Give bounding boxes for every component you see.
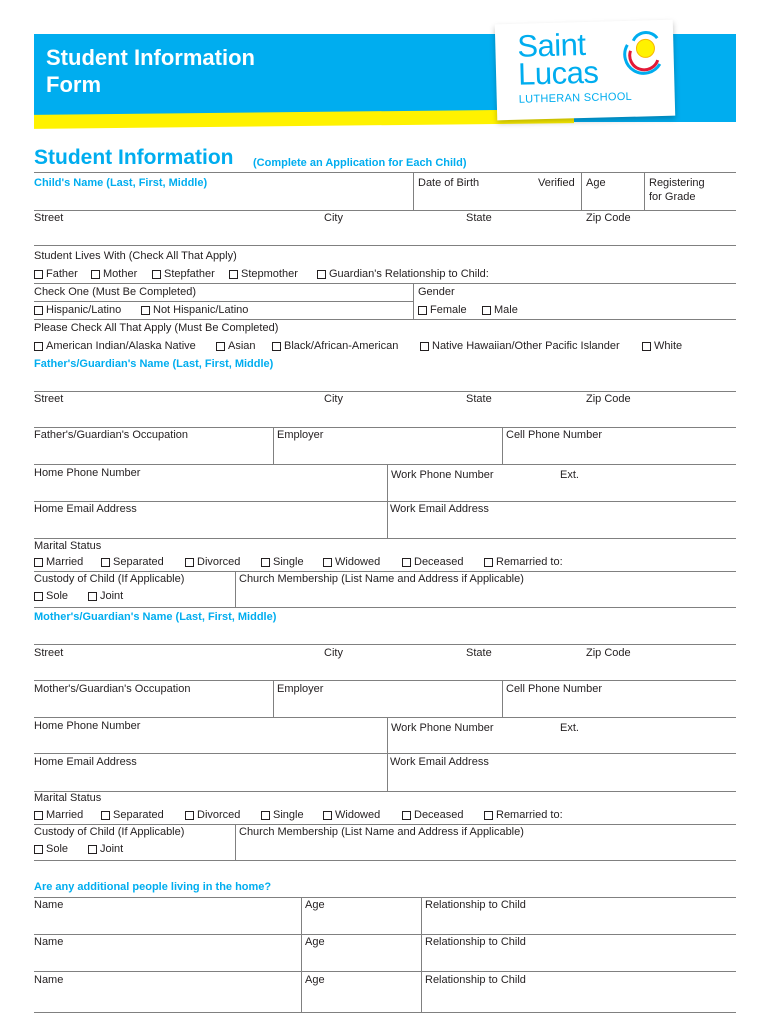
divider xyxy=(34,717,736,718)
mother-street-label: Street xyxy=(34,647,64,659)
father-employer-label: Employer xyxy=(277,429,324,441)
checkbox-box[interactable] xyxy=(261,811,270,820)
divider xyxy=(34,391,736,392)
father-home-email-label: Home Email Address xyxy=(34,503,137,515)
checkbox-box[interactable] xyxy=(642,342,651,351)
father-state-label: State xyxy=(466,393,492,405)
logo-lucas-text: Lucas xyxy=(517,54,599,92)
mother-name-heading: Mother's/Guardian's Name (Last, First, Middle) xyxy=(34,611,277,623)
divider xyxy=(34,172,736,173)
father-zip-label: Zip Code xyxy=(586,393,631,405)
registering-label-1: Registering xyxy=(649,177,705,189)
mother-widowed-label: Widowed xyxy=(335,809,381,821)
dob-label: Date of Birth xyxy=(418,177,480,189)
mother-joint-label: Joint xyxy=(100,843,124,855)
divider xyxy=(235,571,236,607)
divider xyxy=(34,607,736,608)
section-subtitle-student: (Complete an Application for Each Child) xyxy=(253,157,467,169)
additional-name-label: Name xyxy=(34,936,64,948)
father-remarried-label: Remarried to: xyxy=(496,556,563,568)
mother-married-checkbox[interactable] xyxy=(34,809,83,821)
checkbox-box[interactable] xyxy=(272,342,281,351)
divider xyxy=(34,245,736,246)
father-church-label: Church Membership (List Name and Address if Applicable) xyxy=(239,573,524,585)
divider xyxy=(34,897,736,898)
check-one-label: Check One (Must Be Completed) xyxy=(34,286,197,298)
checkbox-box[interactable] xyxy=(482,306,491,315)
hawaiian-checkbox[interactable] xyxy=(420,340,620,352)
logo-sun-icon xyxy=(621,30,666,79)
amer-indian-checkbox-label: American Indian/Alaska Native xyxy=(46,340,196,352)
checkbox-box[interactable] xyxy=(261,558,270,567)
mother-marital-label: Marital Status xyxy=(34,792,102,804)
mother-state-label: State xyxy=(466,647,492,659)
verified-label: Verified xyxy=(538,177,575,189)
divider xyxy=(34,1012,736,1013)
father-checkbox-label: Father xyxy=(46,268,78,280)
mother-work-phone-label: Work Phone Number xyxy=(391,722,494,734)
checkbox-box[interactable] xyxy=(88,845,97,854)
father-deceased-checkbox[interactable] xyxy=(402,556,464,568)
divider xyxy=(413,172,414,210)
checkbox-box[interactable] xyxy=(402,811,411,820)
divider xyxy=(34,210,736,211)
mother-custody-label: Custody of Child (If Applicable) xyxy=(34,826,185,838)
additional-age-label: Age xyxy=(305,899,325,911)
checkbox-box[interactable] xyxy=(34,845,43,854)
divider xyxy=(34,538,736,539)
divider xyxy=(34,934,736,935)
father-separated-checkbox[interactable] xyxy=(101,556,164,568)
father-city-label: City xyxy=(324,393,343,405)
form-title xyxy=(46,44,346,98)
mother-cell-label: Cell Phone Number xyxy=(506,683,602,695)
divider xyxy=(235,824,236,860)
logo-school-text: LUTHERAN SCHOOL xyxy=(518,90,633,106)
checkbox-box[interactable] xyxy=(484,558,493,567)
father-deceased-label: Deceased xyxy=(414,556,464,568)
divider xyxy=(34,501,736,502)
father-name-heading: Father's/Guardian's Name (Last, First, Middle) xyxy=(34,358,274,370)
checkbox-box[interactable] xyxy=(34,811,43,820)
mother-remarried-label: Remarried to: xyxy=(496,809,563,821)
asian-checkbox[interactable] xyxy=(216,340,256,352)
father-widowed-label: Widowed xyxy=(335,556,381,568)
stepfather-checkbox-label: Stepfather xyxy=(164,268,215,280)
checkbox-box[interactable] xyxy=(420,342,429,351)
father-separated-label: Separated xyxy=(113,556,164,568)
divider xyxy=(581,172,582,210)
divider xyxy=(502,427,503,464)
father-work-phone-label: Work Phone Number xyxy=(391,469,494,481)
asian-checkbox-label: Asian xyxy=(228,340,256,352)
gender-label: Gender xyxy=(418,286,455,298)
female-checkbox[interactable] xyxy=(418,304,467,316)
father-single-label: Single xyxy=(273,556,304,568)
father-divorced-checkbox[interactable] xyxy=(185,556,240,568)
black-checkbox-label: Black/African-American xyxy=(284,340,399,352)
mother-joint-checkbox[interactable] xyxy=(88,843,123,855)
father-sole-checkbox[interactable] xyxy=(34,590,68,602)
additional-relationship-label: Relationship to Child xyxy=(425,974,526,986)
stepmother-checkbox-label: Stepmother xyxy=(241,268,298,280)
white-checkbox[interactable] xyxy=(642,340,682,352)
checkbox-box[interactable] xyxy=(34,592,43,601)
divider xyxy=(34,571,736,572)
mother-occupation-label: Mother's/Guardian's Occupation xyxy=(34,683,191,695)
childs-name-label: Child's Name (Last, First, Middle) xyxy=(34,177,208,189)
mother-employer-label: Employer xyxy=(277,683,324,695)
black-checkbox[interactable] xyxy=(272,340,398,352)
amer-indian-checkbox[interactable] xyxy=(34,340,196,352)
additional-age-label: Age xyxy=(305,974,325,986)
checkbox-box[interactable] xyxy=(484,811,493,820)
divider xyxy=(387,717,388,791)
father-married-label: Married xyxy=(46,556,84,568)
male-checkbox[interactable] xyxy=(482,304,518,316)
logo-saint-text: Saint xyxy=(516,26,586,64)
father-checkbox[interactable] xyxy=(34,268,78,280)
mother-deceased-label: Deceased xyxy=(414,809,464,821)
checkbox-box[interactable] xyxy=(317,270,326,279)
white-checkbox-label: White xyxy=(654,340,683,352)
divider xyxy=(273,680,274,717)
stepfather-checkbox[interactable] xyxy=(152,268,215,280)
mother-married-label: Married xyxy=(46,809,84,821)
checkbox-box[interactable] xyxy=(418,306,427,315)
divider xyxy=(34,319,736,320)
student-zip-label: Zip Code xyxy=(586,212,631,224)
father-single-checkbox[interactable] xyxy=(261,556,304,568)
mother-single-label: Single xyxy=(273,809,304,821)
student-street-label: Street xyxy=(34,212,64,224)
student-state-label: State xyxy=(466,212,492,224)
divider xyxy=(421,897,422,1013)
mother-home-phone-label: Home Phone Number xyxy=(34,720,141,732)
divider xyxy=(34,791,736,792)
father-joint-checkbox[interactable] xyxy=(88,590,123,602)
additional-relationship-label: Relationship to Child xyxy=(425,936,526,948)
male-checkbox-label: Male xyxy=(494,304,518,316)
hawaiian-checkbox-label: Native Hawaiian/Other Pacific Islander xyxy=(432,340,620,352)
divider xyxy=(413,283,414,319)
father-cell-label: Cell Phone Number xyxy=(506,429,602,441)
divider xyxy=(301,897,302,1013)
father-sole-label: Sole xyxy=(46,590,69,602)
checkbox-box[interactable] xyxy=(34,342,43,351)
mother-single-checkbox[interactable] xyxy=(261,809,304,821)
father-ext-label: Ext. xyxy=(560,469,579,481)
divider xyxy=(34,283,736,284)
additional-age-label: Age xyxy=(305,936,325,948)
checkbox-box[interactable] xyxy=(229,270,238,279)
father-remarried-checkbox[interactable] xyxy=(484,556,563,568)
divider xyxy=(34,644,736,645)
checkbox-box[interactable] xyxy=(323,558,332,567)
not-hispanic-checkbox[interactable] xyxy=(141,304,248,316)
checkbox-box[interactable] xyxy=(185,558,194,567)
mother-zip-label: Zip Code xyxy=(586,647,631,659)
father-work-email-label: Work Email Address xyxy=(390,503,489,515)
mother-sole-checkbox[interactable] xyxy=(34,843,68,855)
mother-checkbox-label: Mother xyxy=(103,268,138,280)
divider xyxy=(34,680,736,681)
mother-remarried-checkbox[interactable] xyxy=(484,809,563,821)
checkbox-box[interactable] xyxy=(101,558,110,567)
checkbox-box[interactable] xyxy=(216,342,225,351)
mother-separated-checkbox[interactable] xyxy=(101,809,164,821)
father-occupation-label: Father's/Guardian's Occupation xyxy=(34,429,188,441)
divider xyxy=(502,680,503,717)
divider xyxy=(273,427,274,464)
divider xyxy=(34,971,736,972)
checkbox-box[interactable] xyxy=(323,811,332,820)
section-title-student: Student Information xyxy=(34,146,234,169)
father-custody-label: Custody of Child (If Applicable) xyxy=(34,573,185,585)
mother-checkbox[interactable] xyxy=(91,268,137,280)
form-title-line1: Student Information xyxy=(46,45,255,70)
additional-name-label: Name xyxy=(34,899,64,911)
checkbox-box[interactable] xyxy=(402,558,411,567)
registering-label-2: for Grade xyxy=(649,191,696,203)
school-logo xyxy=(495,20,675,121)
divider xyxy=(34,464,736,465)
mother-home-email-label: Home Email Address xyxy=(34,756,137,768)
guardian-checkbox[interactable] xyxy=(317,268,489,280)
mother-divorced-label: Divorced xyxy=(197,809,241,821)
age-label: Age xyxy=(586,177,606,189)
checkbox-box[interactable] xyxy=(88,592,97,601)
father-street-label: Street xyxy=(34,393,64,405)
mother-widowed-checkbox[interactable] xyxy=(323,809,380,821)
divider xyxy=(34,753,736,754)
check-all-label: Please Check All That Apply (Must Be Completed) xyxy=(34,322,279,334)
checkbox-box[interactable] xyxy=(91,270,100,279)
father-widowed-checkbox[interactable] xyxy=(323,556,380,568)
divider xyxy=(34,860,736,861)
father-marital-label: Marital Status xyxy=(34,540,102,552)
additional-name-label: Name xyxy=(34,974,64,986)
lives-with-label: Student Lives With (Check All That Apply) xyxy=(34,250,237,262)
additional-relationship-label: Relationship to Child xyxy=(425,899,526,911)
not-hispanic-checkbox-label: Not Hispanic/Latino xyxy=(153,304,249,316)
additional-heading: Are any additional people living in the home? xyxy=(34,881,272,893)
divider xyxy=(34,427,736,428)
checkbox-box[interactable] xyxy=(152,270,161,279)
father-divorced-label: Divorced xyxy=(197,556,241,568)
father-home-phone-label: Home Phone Number xyxy=(34,467,141,479)
mother-ext-label: Ext. xyxy=(560,722,579,734)
student-city-label: City xyxy=(324,212,343,224)
mother-city-label: City xyxy=(324,647,343,659)
mother-work-email-label: Work Email Address xyxy=(390,756,489,768)
father-married-checkbox[interactable] xyxy=(34,556,83,568)
form-title-line2: Form xyxy=(46,72,101,97)
divider xyxy=(34,824,736,825)
mother-separated-label: Separated xyxy=(113,809,164,821)
checkbox-box[interactable] xyxy=(34,270,43,279)
female-checkbox-label: Female xyxy=(430,304,467,316)
mother-church-label: Church Membership (List Name and Address if Applicable) xyxy=(239,826,524,838)
father-joint-label: Joint xyxy=(100,590,124,602)
divider xyxy=(34,301,413,302)
guardian-checkbox-label: Guardian's Relationship to Child: xyxy=(329,268,489,280)
mother-deceased-checkbox[interactable] xyxy=(402,809,464,821)
checkbox-box[interactable] xyxy=(34,558,43,567)
mother-divorced-checkbox[interactable] xyxy=(185,809,240,821)
hispanic-checkbox[interactable] xyxy=(34,304,121,316)
hispanic-checkbox-label: Hispanic/Latino xyxy=(46,304,122,316)
checkbox-box[interactable] xyxy=(34,306,43,315)
checkbox-box[interactable] xyxy=(141,306,150,315)
stepmother-checkbox[interactable] xyxy=(229,268,298,280)
divider xyxy=(644,172,645,210)
checkbox-box[interactable] xyxy=(101,811,110,820)
mother-sole-label: Sole xyxy=(46,843,69,855)
checkbox-box[interactable] xyxy=(185,811,194,820)
